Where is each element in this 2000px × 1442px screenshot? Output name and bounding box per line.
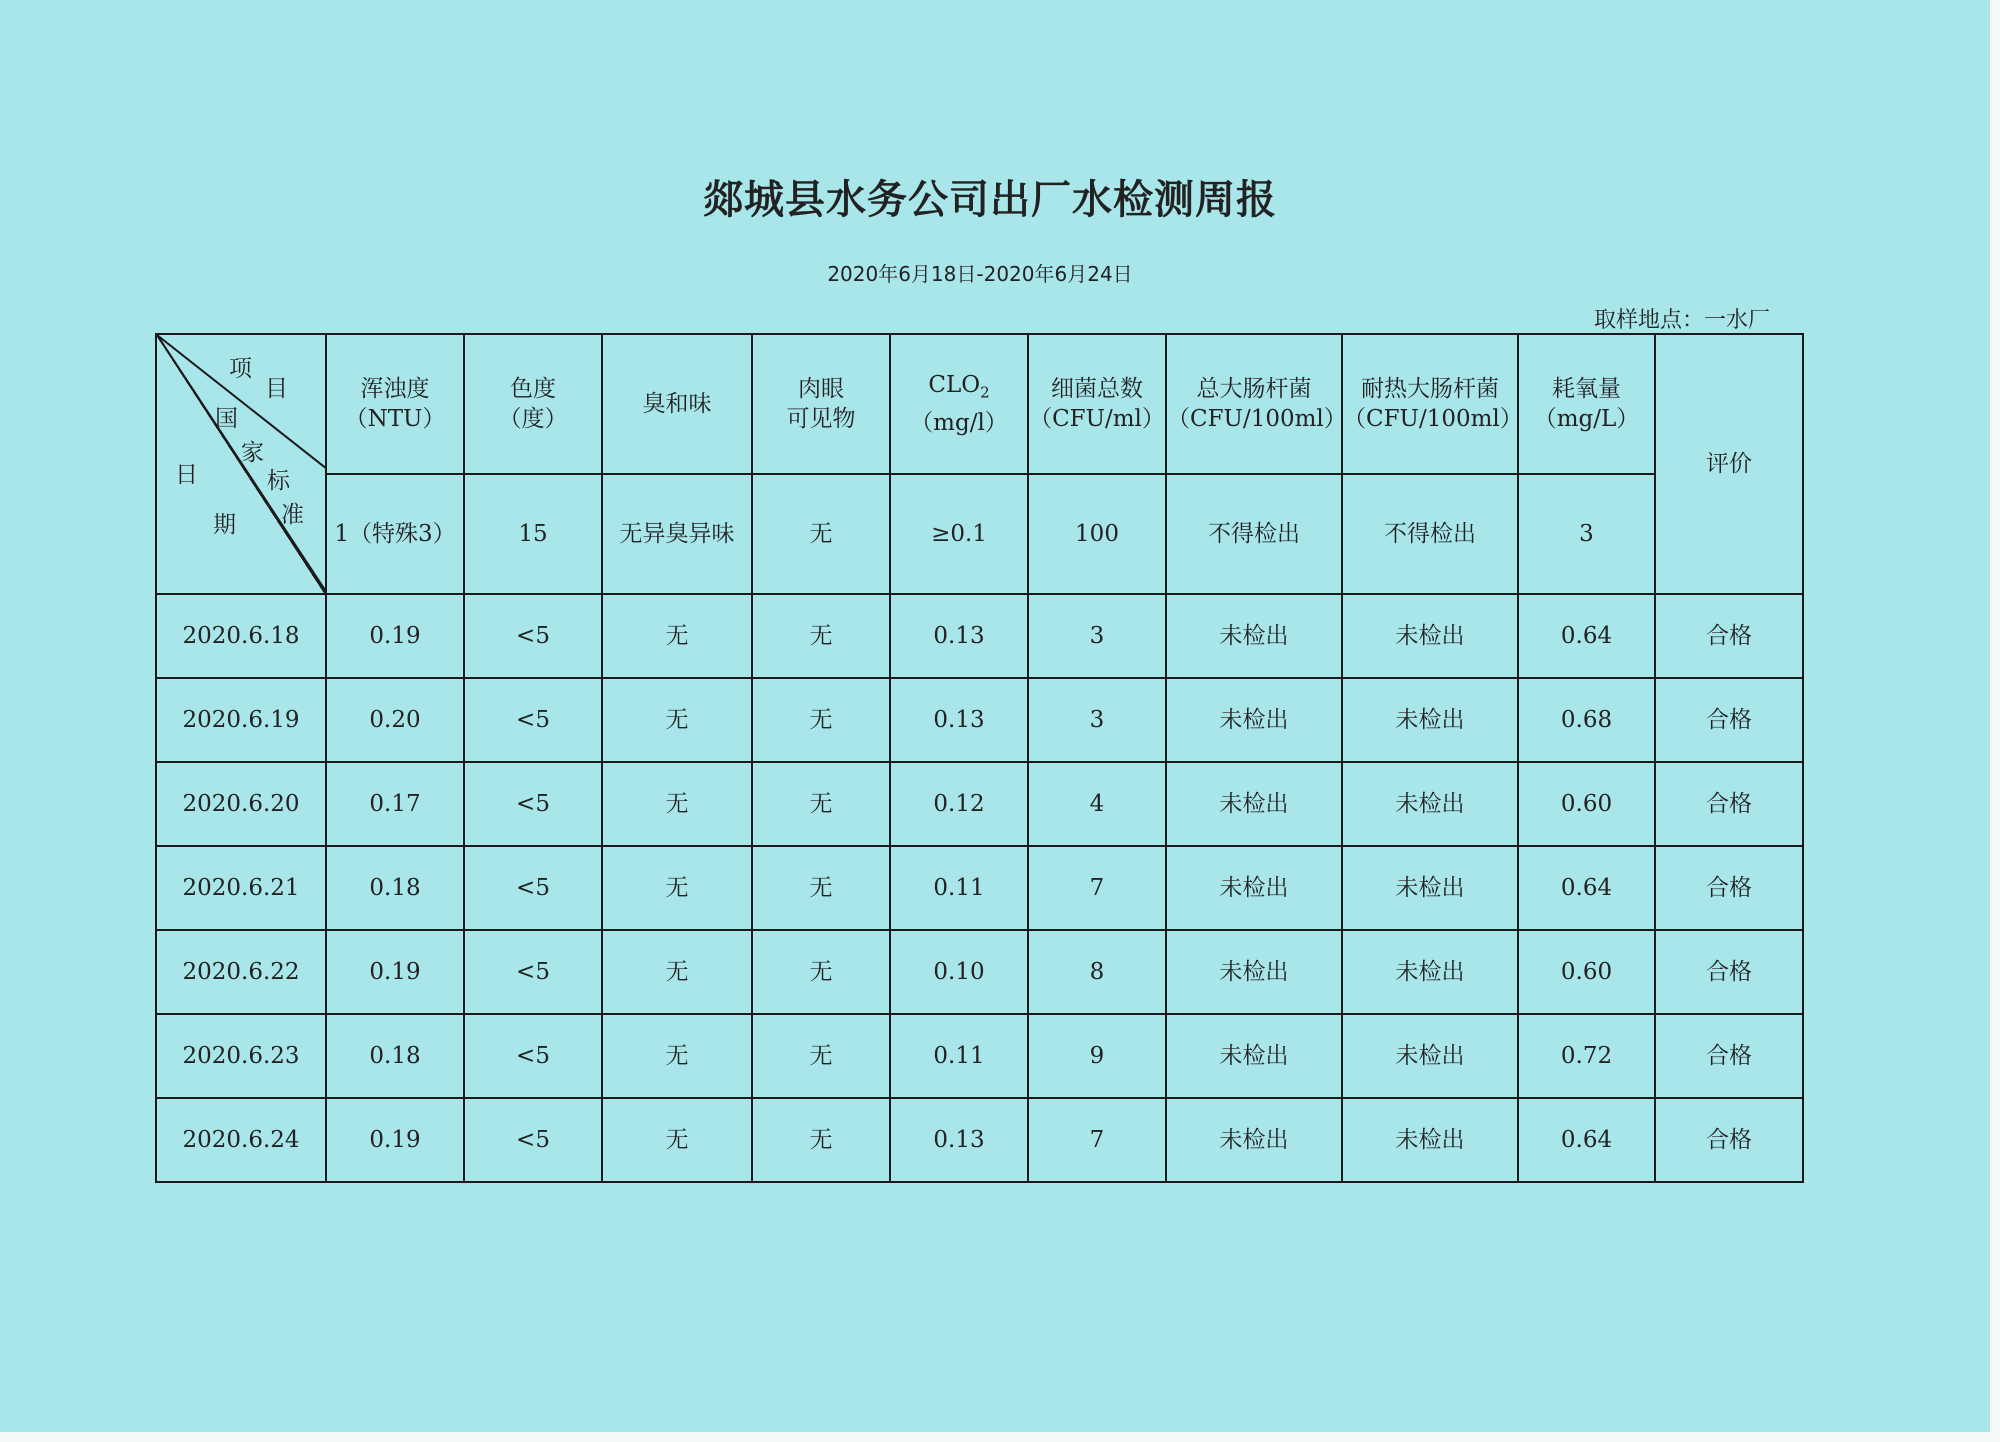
value-cell: 无 — [602, 846, 752, 930]
value-cell: 未检出 — [1342, 678, 1518, 762]
corner-standard-char-4: 准 — [281, 502, 304, 528]
date-cell: 2020.6.20 — [156, 762, 326, 846]
value-cell: 0.18 — [326, 846, 464, 930]
value-cell: 无 — [602, 1098, 752, 1182]
standard-value: 3 — [1518, 474, 1655, 594]
table-row — [156, 846, 1803, 930]
header-odor-taste: 臭和味 — [602, 334, 752, 474]
value-cell: 未检出 — [1342, 762, 1518, 846]
value-cell: 0.19 — [326, 594, 464, 678]
report-title: 郯城县水务公司出厂水检测周报 — [703, 177, 1277, 223]
value-cell: 0.11 — [890, 846, 1028, 930]
standard-value: 15 — [464, 474, 602, 594]
value-cell: <5 — [464, 1098, 602, 1182]
corner-standard-char-1: 国 — [215, 406, 238, 432]
date-cell: 2020.6.22 — [156, 930, 326, 1014]
value-cell: 无 — [752, 930, 890, 1014]
result-cell: 合格 — [1655, 1098, 1803, 1182]
table-row — [156, 1098, 1803, 1182]
corner-date-char-2: 期 — [213, 512, 236, 538]
value-cell: 0.60 — [1518, 930, 1655, 1014]
value-cell: 4 — [1028, 762, 1166, 846]
header-row — [156, 334, 1803, 474]
value-cell: 无 — [602, 930, 752, 1014]
value-cell: 未检出 — [1166, 846, 1342, 930]
standard-row — [156, 474, 1803, 594]
value-cell: 0.19 — [326, 1098, 464, 1182]
header-thermotolerant-coliform: 耐热大肠杆菌 （CFU/100ml） — [1342, 334, 1518, 474]
result-cell: 合格 — [1655, 846, 1803, 930]
date-cell: 2020.6.21 — [156, 846, 326, 930]
corner-date-char-1: 日 — [175, 462, 198, 488]
value-cell: 0.72 — [1518, 1014, 1655, 1098]
date-cell: 2020.6.18 — [156, 594, 326, 678]
value-cell: 无 — [752, 594, 890, 678]
value-cell: 未检出 — [1166, 1098, 1342, 1182]
corner-standard-char-3: 标 — [267, 468, 290, 494]
value-cell: 0.11 — [890, 1014, 1028, 1098]
value-cell: 0.19 — [326, 930, 464, 1014]
value-cell: 无 — [602, 594, 752, 678]
table-row — [156, 594, 1803, 678]
value-cell: 3 — [1028, 594, 1166, 678]
table-row — [156, 930, 1803, 1014]
value-cell: 未检出 — [1166, 1014, 1342, 1098]
corner-item-char-2: 目 — [265, 376, 288, 402]
date-cell: 2020.6.24 — [156, 1098, 326, 1182]
value-cell: 无 — [752, 846, 890, 930]
value-cell: 0.64 — [1518, 1098, 1655, 1182]
value-cell: 未检出 — [1342, 1098, 1518, 1182]
value-cell: <5 — [464, 762, 602, 846]
value-cell: 0.17 — [326, 762, 464, 846]
value-cell: 7 — [1028, 1098, 1166, 1182]
header-bacteria-total: 细菌总数 （CFU/ml） — [1028, 334, 1166, 474]
value-cell: 未检出 — [1342, 1014, 1518, 1098]
standard-value: ≥0.1 — [890, 474, 1028, 594]
table-row — [156, 762, 1803, 846]
value-cell: <5 — [464, 678, 602, 762]
value-cell: 0.13 — [890, 1098, 1028, 1182]
value-cell: 3 — [1028, 678, 1166, 762]
value-cell: 未检出 — [1166, 930, 1342, 1014]
value-cell: 9 — [1028, 1014, 1166, 1098]
header-total-coliform: 总大肠杆菌 （CFU/100ml） — [1166, 334, 1342, 474]
standard-value: 1（特殊3） — [326, 474, 464, 594]
value-cell: 未检出 — [1342, 594, 1518, 678]
value-cell: 未检出 — [1166, 594, 1342, 678]
value-cell: 未检出 — [1166, 678, 1342, 762]
standard-value: 不得检出 — [1342, 474, 1518, 594]
value-cell: 无 — [752, 678, 890, 762]
data-rows — [156, 594, 1803, 1182]
result-cell: 合格 — [1655, 1014, 1803, 1098]
value-cell: 0.13 — [890, 594, 1028, 678]
date-range: 2020年6月18日-2020年6月24日 — [827, 262, 1133, 286]
standard-value: 100 — [1028, 474, 1166, 594]
value-cell: 0.64 — [1518, 846, 1655, 930]
value-cell: <5 — [464, 930, 602, 1014]
date-cell: 2020.6.23 — [156, 1014, 326, 1098]
standard-value: 无 — [752, 474, 890, 594]
value-cell: 未检出 — [1342, 930, 1518, 1014]
header-chlorine-dioxide: $CLO_2$ （mg/l） — [890, 334, 1028, 474]
value-cell: 无 — [752, 1098, 890, 1182]
header-turbidity: 浑浊度 （NTU） — [326, 334, 464, 474]
value-cell: 0.13 — [890, 678, 1028, 762]
value-cell: 0.68 — [1518, 678, 1655, 762]
value-cell: 0.60 — [1518, 762, 1655, 846]
corner-item-char-1: 项 — [229, 356, 252, 382]
value-cell: <5 — [464, 594, 602, 678]
value-cell: <5 — [464, 846, 602, 930]
value-cell: 0.64 — [1518, 594, 1655, 678]
value-cell: 无 — [752, 1014, 890, 1098]
value-cell: 未检出 — [1166, 762, 1342, 846]
value-cell: <5 — [464, 1014, 602, 1098]
header-evaluation: 评价 — [1655, 334, 1803, 594]
value-cell: 无 — [752, 762, 890, 846]
result-cell: 合格 — [1655, 930, 1803, 1014]
value-cell: 7 — [1028, 846, 1166, 930]
result-cell: 合格 — [1655, 594, 1803, 678]
standard-value: 无异臭异味 — [602, 474, 752, 594]
value-cell: 0.12 — [890, 762, 1028, 846]
table-row — [156, 1014, 1803, 1098]
result-cell: 合格 — [1655, 762, 1803, 846]
value-cell: 无 — [602, 678, 752, 762]
value-cell: 无 — [602, 762, 752, 846]
table-row — [156, 678, 1803, 762]
standard-value: 不得检出 — [1166, 474, 1342, 594]
value-cell: 无 — [602, 1014, 752, 1098]
date-cell: 2020.6.19 — [156, 678, 326, 762]
header-color: 色度 （度） — [464, 334, 602, 474]
corner-standard-char-2: 家 — [241, 440, 264, 466]
value-cell: 0.20 — [326, 678, 464, 762]
sampling-location: 取样地点：一水厂 — [1593, 308, 1770, 333]
value-cell: 8 — [1028, 930, 1166, 1014]
value-cell: 未检出 — [1342, 846, 1518, 930]
value-cell: 0.10 — [890, 930, 1028, 1014]
result-cell: 合格 — [1655, 678, 1803, 762]
header-oxygen-consumption: 耗氧量 （mg/L） — [1518, 334, 1655, 474]
corner-cell — [156, 334, 326, 594]
header-visible-matter: 肉眼 可见物 — [752, 334, 890, 474]
report-table — [155, 333, 1804, 1183]
value-cell: 0.18 — [326, 1014, 464, 1098]
